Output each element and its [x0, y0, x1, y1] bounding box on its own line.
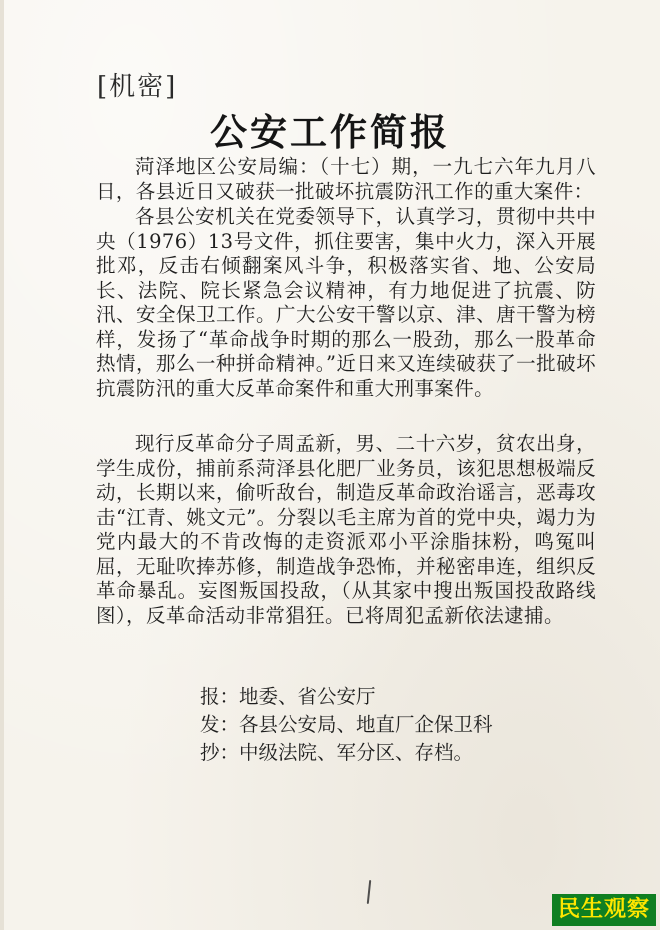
- body-paragraph-2: 现行反革命分子周孟新，男、二十六岁，贫农出身，学生成份，捕前系菏泽县化肥厂业务员，该犯思想极端反动，长期以来，偷听敌台，制造反革命政治谣言，恶毒攻击“江青、姚文元”。分裂以毛主席为首的党中央，竭力为党内最大的不肯改悔的走资派邓小平涂脂抹粉，鸣冤叫屈，无耻吹捧苏修，制造战争恐怖，并秘密串连，组织反革命暴乱。妄图叛国投敌，（从其家中搜出叛国投敌路线图），反革命活动非常猖狂。已将周犯孟新依法逮捕。: [96, 432, 596, 627]
- watermark-badge: 民生观察: [552, 894, 656, 926]
- classification-label: [机密]: [97, 72, 178, 102]
- report-to-line: 报：地委、省公安厅: [200, 685, 376, 708]
- distribution-list: [200, 683, 493, 767]
- send-to-line: 发：各县公安局、地直厂企保卫科: [200, 713, 493, 736]
- copy-to-line: 抄：中级法院、军分区、存档。: [200, 741, 474, 764]
- intro-paragraph: 菏泽地区公安局编：（十七）期，一九七六年九月八日，各县近日又破获一批破坏抗震防汛工作的重大案件：: [96, 155, 596, 203]
- document-title: 公安工作简报: [210, 111, 450, 154]
- stray-pen-mark: [367, 880, 371, 904]
- body-paragraph-1: 各县公安机关在党委领导下，认真学习，贯彻中共中央（1976）13号文件，抓住要害，集中火力，深入开展批邓，反击右倾翻案风斗争，积极落实省、地、公安局长、法院、院长紧急会议精神，有力地促进了抗震、防汛、安全保卫工作。广大公安干警以京、津、唐干警为榜样，发扬了“革命战争时期的那么一股劲，那么一股革命热情，那么一种拼命精神。”近日来又连续破获了一批破坏抗震防汛的重大反革命案件和重大刑事案件。: [96, 205, 596, 400]
